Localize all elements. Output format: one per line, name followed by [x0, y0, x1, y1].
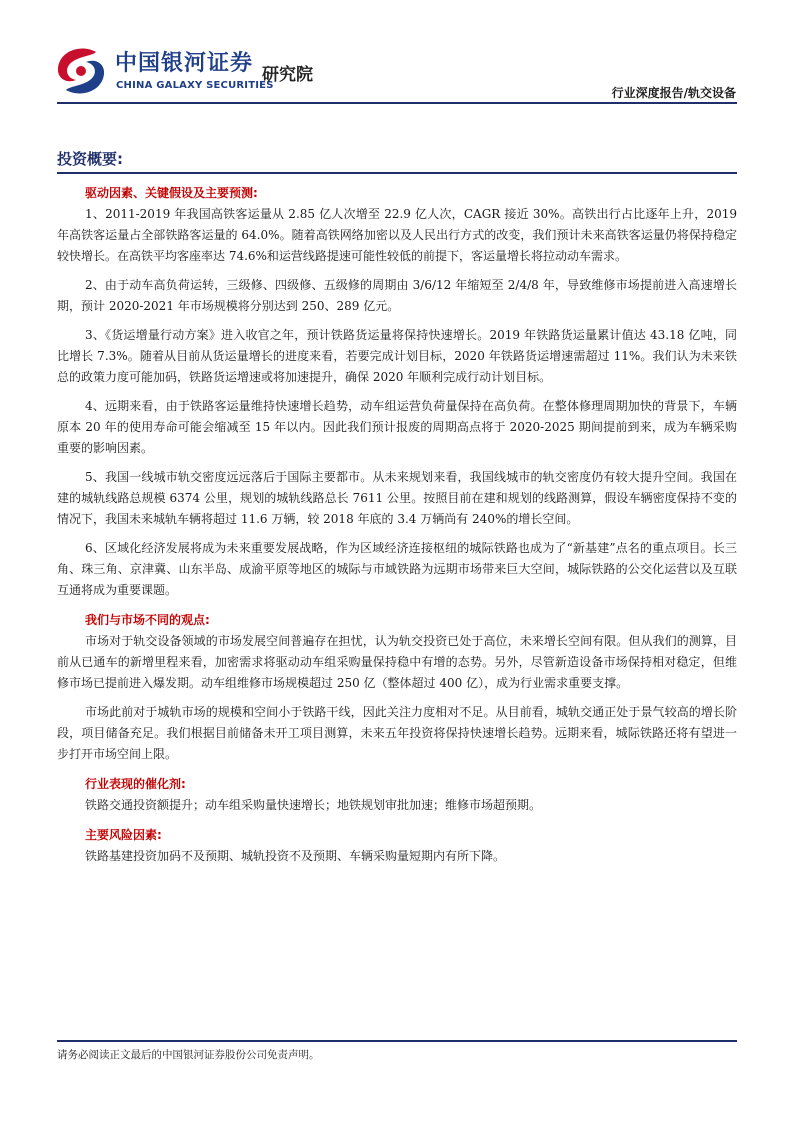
views-paragraph: 市场对于轨交设备领域的市场发展空间普遍存在担忧，认为轨交投资已处于高位，未来增长空间有限。但从我们的测算，目前从已通车的新增里程来看，加密需求将驱动动车组采购量保持稳中有增的态势。另外，尽管新造设备市场保持相对稳定，但维修市场已提前进入爆发期。动车组维修市场规模超过 250 亿（整体超过 400 亿），成为行业需求重要支撑。	[57, 634, 737, 690]
drivers-heading: 驱动因素、关键假设及主要预测:	[85, 186, 258, 200]
driver-paragraph: 4、远期来看，由于铁路客运量维持快速增长趋势，动车组运营负荷量保持在高负荷。在整体修理周期加快的背景下，车辆原本 20 年的使用寿命可能会缩减至 15 年以内。因此我们预计报废的周期高点将于 2020-2025 期间提前到来，成为车辆采购重要的影响因素。	[57, 399, 737, 455]
driver-paragraph: 1、2011-2019 年我国高铁客运量从 2.85 亿人次增至 22.9 亿人次，CAGR 接近 30%。高铁出行占比逐年上升，2019 年高铁客运量占全部铁路客运量的 64.0%。随着高铁网络加密以及人民出行方式的改变，我们预计未来高铁客运量仍将保持稳定较快增长。在高铁平均客座率达 74.6%和运营线路提速可能性较低的前提下，客运量增长将拉动动车需求。	[57, 207, 737, 263]
company-name-en: CHINA GALAXY SECURITIES	[116, 80, 274, 91]
main-content	[57, 148, 737, 871]
views-paragraph: 市场此前对于城轨市场的规模和空间小于铁路干线，因此关注力度相对不足。从目前看，城轨交通正处于景气较高的增长阶段，项目储备充足。我们根据目前储备未开工项目测算，未来五年投资将保持快速增长趋势。远期来看，城际铁路还将有望进一步打开市场空间上限。	[57, 705, 737, 761]
catalysts-heading: 行业表现的催化剂:	[85, 777, 186, 791]
galaxy-logo-icon	[52, 44, 110, 98]
driver-paragraph: 6、区域化经济发展将成为未来重要发展战略，作为区域经济连接枢纽的城际铁路也成为了“新基建”点名的重点项目。长三角、珠三角、京津冀、山东半岛、成渝平原等地区的城际与市域铁路为远期市场带来巨大空间，城际铁路的公交化运营以及互联互通将成为重要课题。	[57, 541, 737, 597]
risks-text: 铁路基建投资加码不及预期、城轨投资不及预期、车辆采购量短期内有所下降。	[85, 849, 506, 863]
views-heading: 我们与市场不同的观点:	[85, 613, 210, 627]
header-divider	[57, 102, 737, 104]
driver-paragraph: 5、我国一线城市轨交密度远远落后于国际主要都市。从未来规划来看，我国线城市的轨交密度仍有较大提升空间。我国在建的城轨线路总规模 6374 公里，规划的城轨线路总长 7611 公里。按照目前在建和规划的线路测算，假设车辆密度保持不变的情况下，我国未来城轨车辆将超过 11.6 万辆，较 2018 年底的 3.4 万辆尚有 240%的增长空间。	[57, 470, 737, 526]
section-title: 投资概要:	[57, 148, 737, 174]
report-category: 行业深度报告/轨交设备	[611, 86, 736, 100]
footer-divider	[57, 1040, 737, 1042]
driver-paragraph: 2、由于动车高负荷运转，三级修、四级修、五级修的周期由 3/6/12 年缩短至 2/4/8 年，导致维修市场提前进入高速增长期，预计 2020-2021 年市场规模将分别达到 250、289 亿元。	[57, 278, 737, 313]
catalysts-text: 铁路交通投资额提升；动车组采购量快速增长；地铁规划审批加速；维修市场超预期。	[85, 798, 542, 812]
risks-heading: 主要风险因素:	[85, 828, 162, 842]
driver-paragraph: 3、《货运增量行动方案》进入收官之年，预计铁路货运量将保持快速增长。2019 年铁路货运量累计值达 43.18 亿吨，同比增长 7.3%。随着从目前从货运量增长的进度来看，若要完成计划目标，2020 年铁路货运增速需超过 11%。我们认为未来铁总的政策力度可能加码，铁路货运增速或将加速提升，确保 2020 年顺利完成行动计划目标。	[57, 328, 737, 384]
page-header	[0, 0, 793, 110]
institute-label: 研究院	[262, 65, 313, 85]
footer-disclaimer: 请务必阅读正文最后的中国银河证券股份公司免责声明。	[57, 1049, 320, 1061]
company-name-cn: 中国银河证券	[115, 51, 254, 76]
